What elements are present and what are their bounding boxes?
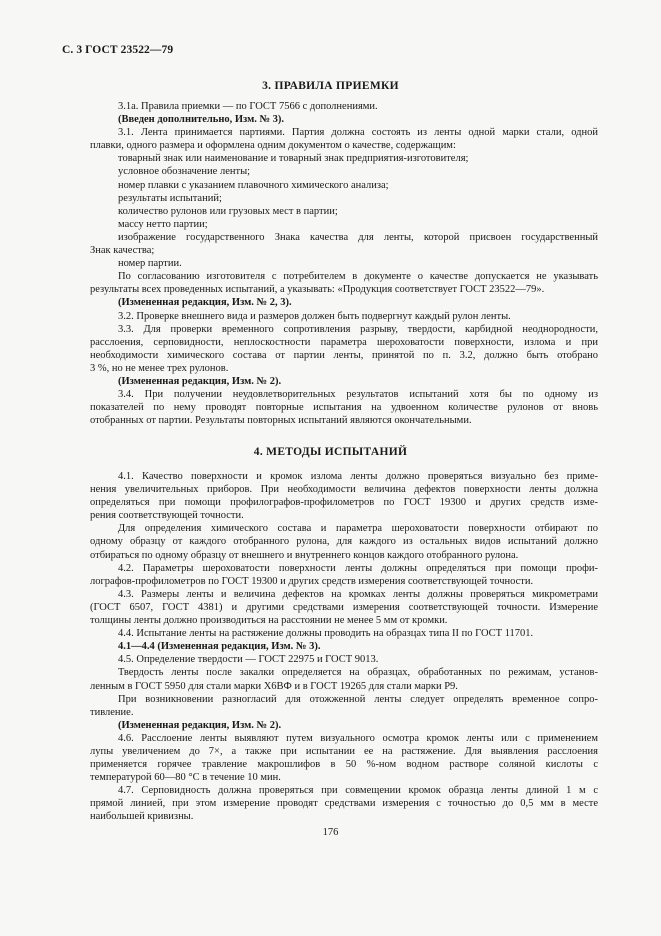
- text-line: лографов-профилометров по ГОСТ 19300 и других средств измерения соответствующей точности.: [90, 575, 534, 587]
- text-line: 3 %, но не менее трех рулонов.: [90, 362, 229, 374]
- text-line: массу нетто партии;: [118, 218, 208, 230]
- text-line: результаты испытаний;: [118, 192, 222, 204]
- text-line: изображение государственного Знака качества для ленты, которой присвоен государственный: [118, 231, 598, 243]
- page-number: 176: [322, 827, 339, 838]
- text-line: (Измененная редакция, Изм. № 2).: [118, 375, 282, 387]
- section-4-title: 4. МЕТОДЫ ИСПЫТАНИЙ: [253, 446, 408, 458]
- page-header: С. 3 ГОСТ 23522—79: [62, 44, 174, 56]
- text-line: (Введен дополнительно, Изм. № 3).: [118, 114, 285, 126]
- text-line: 4.7. Серповидность должна проверяться при совмещении кромок образца ленты длиной 1 м с: [118, 785, 598, 797]
- text-line: 4.3. Размеры ленты и величина дефектов на кромках ленты должны проверяться микрометрами: [118, 588, 598, 600]
- text-line: номер плавки с указанием плавочного химического анализа;: [118, 179, 389, 191]
- text-line: 4.6. Расслоение ленты выявляют путем визуального осмотра кромок ленты или с применением: [118, 732, 598, 744]
- text-line: одному образцу от каждого отобранного рулона, для каждого из остальных видов испытаний должно: [90, 536, 598, 548]
- text-line: температурой 60—80 °С в течение 10 мин.: [90, 772, 281, 784]
- text-line: 3.3. Для проверки временного сопротивления разрыву, твердости, карбидной неоднородности,: [118, 323, 598, 335]
- text-line: необходимости химического состава от партии ленты, принятой по п. 3.2, должно быть отобрано: [90, 349, 598, 361]
- text-line: расслоения, серповидности, неплоскостности параметра шероховатости поверхности, излома и при: [90, 336, 598, 348]
- text-line: отобранных от партии. Результаты повторных испытаний являются окончательными.: [90, 415, 472, 427]
- text-line: количество рулонов или грузовых мест в партии;: [118, 205, 338, 217]
- section-3-title: 3. ПРАВИЛА ПРИЕМКИ: [262, 80, 399, 92]
- section-4-body: [90, 470, 598, 824]
- text-line: 4.1. Качество поверхности и кромок излома ленты должно проверяться визуально без приме-: [118, 471, 598, 482]
- text-line: 4.1—4.4 (Измененная редакция, Изм. № 3).: [118, 641, 321, 653]
- text-line: (Измененная редакция, Изм. № 2).: [118, 719, 282, 731]
- text-line: лупы увеличением до 7×, а также при испытании ее на растяжение. Для выявления расслоения: [90, 745, 598, 757]
- text-line: Твердость ленты после закалки определяется на образцах, обработанных по режимам, установ-: [118, 667, 598, 679]
- text-line: 4.2. Параметры шероховатости поверхности ленты должны определяться при помощи профи-: [118, 562, 598, 574]
- text-line: наибольшей кривизны.: [90, 811, 194, 823]
- text-line: плавки, одного размера и оформлена одним документом о качестве, содержащим:: [90, 140, 456, 152]
- text-line: (Измененная редакция, Изм. № 2, 3).: [118, 297, 292, 309]
- text-line: 3.2. Проверке внешнего вида и размеров должен быть подвергнут каждый рулон ленты.: [118, 310, 511, 322]
- text-line: показателей по нему проводят повторные испытания на удвоенном количестве рулонов от вновь: [90, 402, 598, 414]
- text-line: номер партии.: [118, 258, 182, 270]
- text-line: 3.1а. Правила приемки — по ГОСТ 7566 с дополнениями.: [118, 101, 378, 112]
- text-line: 3.4. При получении неудовлетворительных результатов испытаний хотя бы по одному из: [118, 389, 598, 401]
- section-3-body: [90, 100, 598, 427]
- text-line: толщины ленты должно производиться на расстоянии не менее 5 мм от кромки.: [90, 615, 448, 627]
- text-line: Знак качества;: [90, 245, 155, 257]
- text-line: результаты всех проведенных испытаний, а указывать: «Продукция соответствует ГОСТ 23522—79».: [90, 284, 545, 296]
- text-line: (ГОСТ 6507, ГОСТ 4381) и другими средствами измерения соответствующей точности. Измерение: [90, 601, 598, 613]
- text-line: определяться при помощи профилографов-профилометров по ГОСТ 19300 и других средств изме-: [90, 497, 598, 509]
- text-line: ленным в ГОСТ 5950 для стали марки Х6ВФ и в ГОСТ 19265 для стали марки Р9.: [90, 680, 458, 692]
- text-line: 3.1. Лента принимается партиями. Партия должна состоять из ленты одной марки стали, одной: [118, 127, 598, 139]
- text-line: товарный знак или наименование и товарный знак предприятия-изготовителя;: [118, 153, 469, 165]
- text-line: 4.5. Определение твердости — ГОСТ 22975 и ГОСТ 9013.: [118, 654, 379, 666]
- text-line: рения соответствующей точности.: [90, 510, 244, 522]
- text-line: тивление.: [90, 706, 134, 718]
- text-line: При возникновении разногласий для отожженной ленты следует определять временное сопро-: [118, 693, 598, 705]
- text-line: прямой линией, при этом измерение проводят средствами измерения с точностью до 0,5 мм в месте: [90, 798, 598, 810]
- text-line: 4.4. Испытание ленты на растяжение должны проводить на образцах типа II по ГОСТ 11701.: [118, 628, 534, 640]
- text-line: отбираться по одному образцу от внешнего и внутреннего концов каждого отобранного рулона.: [90, 549, 519, 561]
- text-line: Для определения химического состава и параметра шероховатости поверхности отбирают по: [118, 523, 598, 535]
- text-line: нения увеличительных приборов. При необходимости величина дефектов поверхности ленты должна: [90, 484, 598, 496]
- text-line: условное обозначение ленты;: [118, 166, 251, 178]
- text-line: По согласованию изготовителя с потребителем в документе о качестве допускается не указывать: [118, 271, 598, 283]
- text-line: применяется горячее травление макрошлифов в 50 %-ном водном растворе соляной кислоты с: [90, 759, 598, 771]
